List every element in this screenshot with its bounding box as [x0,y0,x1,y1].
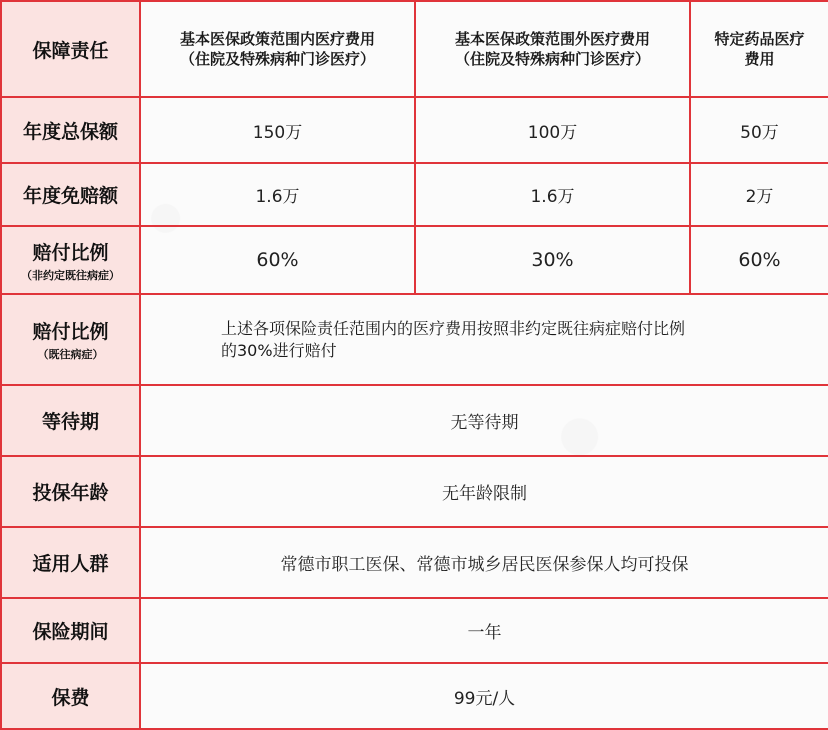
header-row [1,1,828,97]
row-label: 适用人群 [1,527,140,598]
row-label [1,294,140,385]
row-label: 保险期间 [1,598,140,663]
cell-value: 1.6万 [415,163,690,226]
row-label: 等待期 [1,385,140,456]
cell-value: 60% [140,226,415,294]
cell-value: 100万 [415,97,690,163]
cell-text [140,294,828,385]
row-label [1,226,140,294]
header-col3-line1: 特定药品医疗 [714,30,805,48]
row-total-coverage [1,97,828,163]
header-label: 保障责任 [1,1,140,97]
header-col1-line1: 基本医保政策范围内医疗费用 [179,30,375,48]
cell-value: 1.6万 [140,163,415,226]
cell-value: 60% [690,226,828,294]
row-label-main: 赔付比例 [32,241,109,264]
header-col-special-drugs [690,1,828,97]
row-label-main: 赔付比例 [32,321,109,343]
cell-value: 无等待期 [140,385,828,456]
header-col1-line2: （住院及特殊病种门诊医疗） [179,50,375,68]
header-col2-line1: 基本医保政策范围外医疗费用 [454,30,650,48]
row-label-sub: （非约定既往病症） [21,268,120,282]
row-ratio-preexisting [1,294,828,385]
row-ratio-non-preexisting [1,226,828,294]
row-deductible [1,163,828,226]
cell-value: 50万 [690,97,828,163]
row-label: 年度总保额 [1,97,140,163]
text-line2: 的30%进行赔付 [221,340,337,360]
row-insurance-period [1,598,828,663]
cell-value: 2万 [690,163,828,226]
row-waiting-period [1,385,828,456]
row-premium [1,663,828,729]
cell-value: 无年龄限制 [140,456,828,527]
cell-value: 30% [415,226,690,294]
row-label: 年度免赔额 [1,163,140,226]
cell-value: 150万 [140,97,415,163]
header-col2-line2: （住院及特殊病种门诊医疗） [454,50,650,68]
row-label: 投保年龄 [1,456,140,527]
cell-value: 一年 [140,598,828,663]
row-label-sub: （既往病症） [37,348,104,361]
cell-value: 常德市职工医保、常德市城乡居民医保参保人均可投保 [140,527,828,598]
text-line1: 上述各项保险责任范围内的医疗费用按照非约定既往病症赔付比例 [221,318,686,338]
row-applicable-people [1,527,828,598]
cell-value: 99元/人 [140,663,828,729]
row-insured-age [1,456,828,527]
header-col3-line2: 费用 [744,50,775,68]
row-label: 保费 [1,663,140,729]
header-col-in-policy [140,1,415,97]
header-col-out-policy [415,1,690,97]
